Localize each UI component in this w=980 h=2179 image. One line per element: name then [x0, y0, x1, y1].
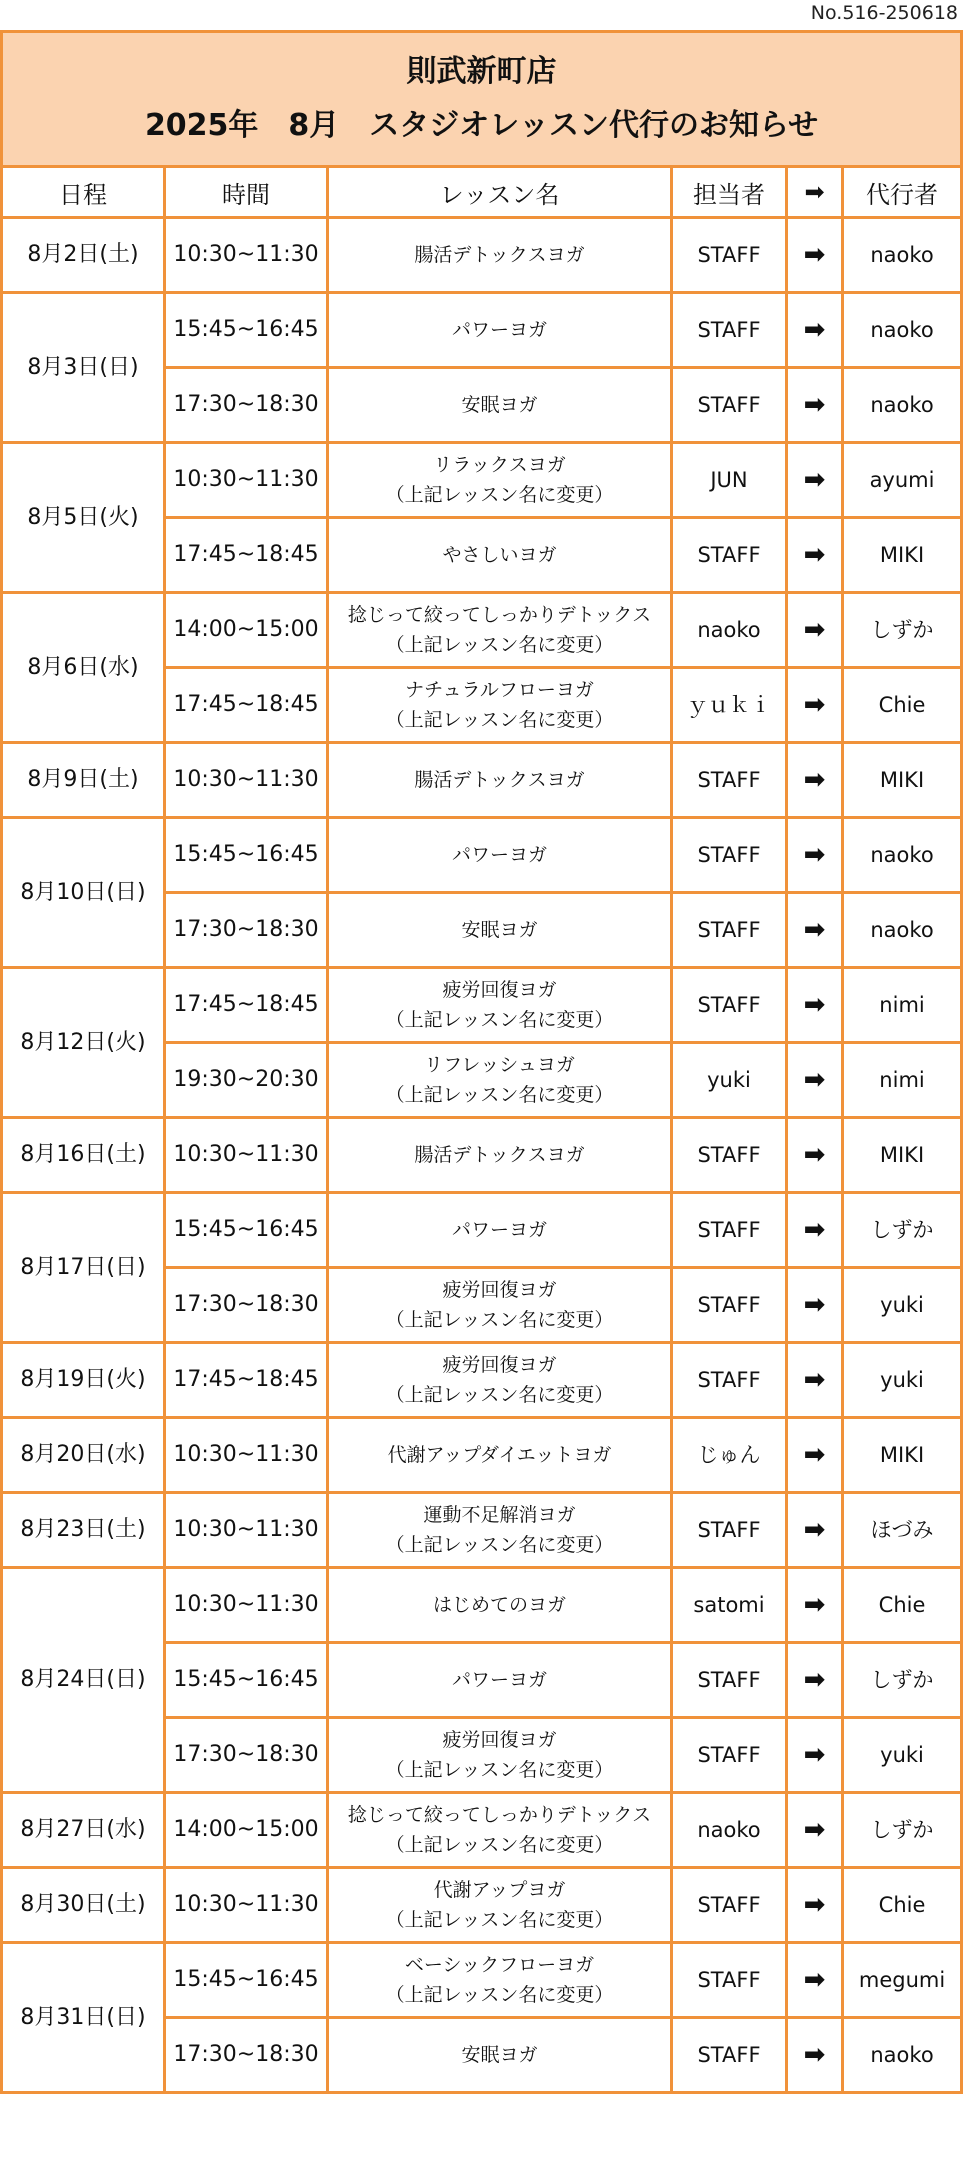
lesson-name: 腸活デトックスヨガ [414, 1144, 585, 1166]
table-row [2, 743, 962, 818]
instructor-cell: STAFF [672, 2018, 787, 2093]
header-row [2, 167, 962, 218]
substitute-cell: nimi [843, 1043, 962, 1118]
substitute-cell: naoko [843, 218, 962, 293]
time-cell: 15:45~16:45 [165, 293, 328, 368]
title-banner [2, 32, 962, 167]
right-arrow-icon: ➡ [803, 990, 826, 1020]
lesson-cell [328, 1493, 672, 1568]
right-arrow-icon: ➡ [803, 1065, 826, 1095]
instructor-cell: yuki [672, 1043, 787, 1118]
lesson-cell [328, 218, 672, 293]
lesson-cell [328, 743, 672, 818]
arrow-cell [787, 593, 843, 668]
substitute-cell: Chie [843, 668, 962, 743]
time-cell: 17:45~18:45 [165, 668, 328, 743]
right-arrow-icon: ➡ [803, 1965, 826, 1995]
time-cell: 10:30~11:30 [165, 1568, 328, 1643]
lesson-name: 腸活デトックスヨガ [414, 769, 585, 791]
lesson-name: 代謝アップダイエットヨガ [387, 1444, 612, 1466]
lesson-cell [328, 668, 672, 743]
date-cell: 8月16日(土) [2, 1118, 165, 1193]
substitute-cell: しずか [843, 1643, 962, 1718]
time-cell: 17:45~18:45 [165, 1343, 328, 1418]
arrow-cell [787, 1493, 843, 1568]
schedule-table [0, 30, 963, 2094]
instructor-cell: ｙｕｋｉ [672, 668, 787, 743]
substitute-cell: naoko [843, 893, 962, 968]
lesson-name: 疲労回復ヨガ [442, 1729, 557, 1751]
table-row [2, 968, 962, 1043]
date-cell: 8月20日(水) [2, 1418, 165, 1493]
lesson-cell [328, 1193, 672, 1268]
substitute-cell: ほづみ [843, 1493, 962, 1568]
time-cell: 15:45~16:45 [165, 1943, 328, 2018]
notice-title: 2025年 8月 スタジオレッスン代行のお知らせ [144, 108, 819, 143]
right-arrow-icon: ➡ [803, 390, 826, 420]
substitute-cell: しずか [843, 593, 962, 668]
lesson-cell [328, 968, 672, 1043]
lesson-cell [328, 2018, 672, 2093]
right-arrow-icon: ➡ [803, 1740, 826, 1770]
substitute-cell: MIKI [843, 743, 962, 818]
instructor-cell: naoko [672, 593, 787, 668]
lesson-note: （上記レッスン名に変更） [385, 1309, 614, 1331]
table-row [2, 1343, 962, 1418]
lesson-name: やさしいヨガ [442, 544, 557, 566]
time-cell: 10:30~11:30 [165, 218, 328, 293]
time-cell: 19:30~20:30 [165, 1043, 328, 1118]
instructor-cell: STAFF [672, 368, 787, 443]
header-date: 日程 [2, 167, 165, 218]
lesson-note: （上記レッスン名に変更） [385, 1384, 614, 1406]
lesson-note: （上記レッスン名に変更） [385, 709, 614, 731]
substitute-cell: nimi [843, 968, 962, 1043]
instructor-cell: satomi [672, 1568, 787, 1643]
instructor-cell: STAFF [672, 743, 787, 818]
lesson-name: パワーヨガ [451, 319, 547, 341]
instructor-cell: STAFF [672, 1193, 787, 1268]
lesson-cell [328, 893, 672, 968]
table-row [2, 293, 962, 368]
arrow-cell [787, 368, 843, 443]
date-cell: 8月2日(土) [2, 218, 165, 293]
date-cell: 8月19日(火) [2, 1343, 165, 1418]
lesson-note: （上記レッスン名に変更） [385, 1084, 614, 1106]
arrow-cell [787, 1793, 843, 1868]
lesson-name: ナチュラルフローヨガ [405, 679, 594, 701]
header-arrow-icon: ➡ [787, 167, 843, 218]
lesson-cell [328, 1568, 672, 1643]
instructor-cell: STAFF [672, 518, 787, 593]
substitute-cell: Chie [843, 1568, 962, 1643]
table-row [2, 1418, 962, 1493]
instructor-cell: STAFF [672, 293, 787, 368]
date-cell: 8月30日(土) [2, 1868, 165, 1943]
instructor-cell: STAFF [672, 1868, 787, 1943]
lesson-note: （上記レッスン名に変更） [385, 634, 614, 656]
table-row [2, 593, 962, 668]
arrow-cell [787, 1643, 843, 1718]
lesson-cell [328, 1718, 672, 1793]
date-cell: 8月27日(水) [2, 1793, 165, 1868]
lesson-cell [328, 1268, 672, 1343]
arrow-cell [787, 1943, 843, 2018]
arrow-cell [787, 668, 843, 743]
time-cell: 17:45~18:45 [165, 518, 328, 593]
arrow-cell [787, 1193, 843, 1268]
right-arrow-icon: ➡ [803, 1365, 826, 1395]
right-arrow-icon: ➡ [803, 615, 826, 645]
table-row [2, 1943, 962, 2018]
lesson-name: 疲労回復ヨガ [442, 1354, 557, 1376]
table-row [2, 1868, 962, 1943]
lesson-cell [328, 368, 672, 443]
header-lesson: レッスン名 [328, 167, 672, 218]
arrow-cell [787, 968, 843, 1043]
lesson-name: 捻じって絞ってしっかりデトックス [347, 604, 652, 626]
date-cell: 8月17日(日) [2, 1193, 165, 1343]
right-arrow-icon: ➡ [803, 840, 826, 870]
table-row [2, 1118, 962, 1193]
table-row [2, 818, 962, 893]
time-cell: 14:00~15:00 [165, 1793, 328, 1868]
document-number: No.516-250618 [810, 2, 958, 24]
lesson-name: リラックスヨガ [433, 454, 566, 476]
substitute-cell: しずか [843, 1793, 962, 1868]
lesson-cell [328, 1868, 672, 1943]
lesson-name: パワーヨガ [451, 844, 547, 866]
time-cell: 10:30~11:30 [165, 443, 328, 518]
substitute-cell: megumi [843, 1943, 962, 2018]
lesson-name: パワーヨガ [451, 1669, 547, 1691]
lesson-cell [328, 1643, 672, 1718]
lesson-name: パワーヨガ [451, 1219, 547, 1241]
arrow-cell [787, 293, 843, 368]
schedule-sheet [0, 30, 960, 2094]
lesson-name: リフレッシュヨガ [424, 1054, 575, 1076]
lesson-cell [328, 1418, 672, 1493]
time-cell: 17:30~18:30 [165, 1268, 328, 1343]
lesson-cell [328, 1043, 672, 1118]
instructor-cell: STAFF [672, 1718, 787, 1793]
arrow-cell [787, 1118, 843, 1193]
arrow-cell [787, 1868, 843, 1943]
substitute-cell: MIKI [843, 1118, 962, 1193]
time-cell: 10:30~11:30 [165, 1118, 328, 1193]
arrow-cell [787, 1268, 843, 1343]
lesson-name: 代謝アップヨガ [433, 1879, 566, 1901]
lesson-note: （上記レッスン名に変更） [385, 1909, 614, 1931]
lesson-note: （上記レッスン名に変更） [385, 484, 614, 506]
right-arrow-icon: ➡ [803, 765, 826, 795]
lesson-note: （上記レッスン名に変更） [385, 1534, 614, 1556]
right-arrow-icon: ➡ [803, 1515, 826, 1545]
lesson-note: （上記レッスン名に変更） [385, 1984, 614, 2006]
instructor-cell: STAFF [672, 1343, 787, 1418]
lesson-name: 安眠ヨガ [461, 919, 538, 941]
substitute-cell: yuki [843, 1718, 962, 1793]
right-arrow-icon: ➡ [803, 1140, 826, 1170]
right-arrow-icon: ➡ [803, 1665, 826, 1695]
date-cell: 8月12日(火) [2, 968, 165, 1118]
right-arrow-icon: ➡ [803, 315, 826, 345]
date-cell: 8月23日(土) [2, 1493, 165, 1568]
lesson-name: 捻じって絞ってしっかりデトックス [347, 1804, 652, 1826]
time-cell: 17:30~18:30 [165, 1718, 328, 1793]
right-arrow-icon: ➡ [803, 465, 826, 495]
time-cell: 14:00~15:00 [165, 593, 328, 668]
right-arrow-icon: ➡ [803, 1590, 826, 1620]
header-substitute: 代行者 [843, 167, 962, 218]
instructor-cell: STAFF [672, 968, 787, 1043]
lesson-name: 腸活デトックスヨガ [414, 244, 585, 266]
arrow-cell [787, 743, 843, 818]
arrow-cell [787, 218, 843, 293]
lesson-name: 疲労回復ヨガ [442, 979, 557, 1001]
date-cell: 8月9日(土) [2, 743, 165, 818]
arrow-cell [787, 893, 843, 968]
right-arrow-icon: ➡ [803, 1890, 826, 1920]
header-time: 時間 [165, 167, 328, 218]
substitute-cell: naoko [843, 368, 962, 443]
right-arrow-icon: ➡ [803, 690, 826, 720]
substitute-cell: naoko [843, 293, 962, 368]
arrow-cell [787, 518, 843, 593]
date-cell: 8月6日(水) [2, 593, 165, 743]
instructor-cell: じゅん [672, 1418, 787, 1493]
substitute-cell: yuki [843, 1268, 962, 1343]
instructor-cell: STAFF [672, 893, 787, 968]
arrow-cell [787, 2018, 843, 2093]
lesson-name: 安眠ヨガ [461, 2044, 538, 2066]
header-instructor: 担当者 [672, 167, 787, 218]
instructor-cell: STAFF [672, 1268, 787, 1343]
time-cell: 10:30~11:30 [165, 1418, 328, 1493]
instructor-cell: STAFF [672, 1493, 787, 1568]
lesson-cell [328, 443, 672, 518]
substitute-cell: naoko [843, 2018, 962, 2093]
arrow-cell [787, 1718, 843, 1793]
lesson-cell [328, 593, 672, 668]
substitute-cell: Chie [843, 1868, 962, 1943]
time-cell: 10:30~11:30 [165, 1493, 328, 1568]
arrow-cell [787, 443, 843, 518]
lesson-name: 安眠ヨガ [461, 394, 538, 416]
substitute-cell: naoko [843, 818, 962, 893]
instructor-cell: STAFF [672, 1118, 787, 1193]
time-cell: 15:45~16:45 [165, 1193, 328, 1268]
time-cell: 17:30~18:30 [165, 2018, 328, 2093]
time-cell: 15:45~16:45 [165, 818, 328, 893]
arrow-cell [787, 1568, 843, 1643]
right-arrow-icon: ➡ [803, 1215, 826, 1245]
instructor-cell: STAFF [672, 1643, 787, 1718]
lesson-note: （上記レッスン名に変更） [385, 1759, 614, 1781]
time-cell: 15:45~16:45 [165, 1643, 328, 1718]
substitute-cell: MIKI [843, 518, 962, 593]
arrow-cell [787, 818, 843, 893]
right-arrow-icon: ➡ [803, 915, 826, 945]
instructor-cell: JUN [672, 443, 787, 518]
date-cell: 8月10日(日) [2, 818, 165, 968]
date-cell: 8月24日(日) [2, 1568, 165, 1793]
time-cell: 10:30~11:30 [165, 1868, 328, 1943]
lesson-cell [328, 818, 672, 893]
lesson-note: （上記レッスン名に変更） [385, 1009, 614, 1031]
table-row [2, 218, 962, 293]
lesson-cell [328, 1118, 672, 1193]
table-row [2, 443, 962, 518]
arrow-cell [787, 1043, 843, 1118]
lesson-note: （上記レッスン名に変更） [385, 1834, 614, 1856]
substitute-cell: ayumi [843, 443, 962, 518]
lesson-cell [328, 293, 672, 368]
instructor-cell: STAFF [672, 818, 787, 893]
substitute-cell: yuki [843, 1343, 962, 1418]
lesson-name: ベーシックフローヨガ [404, 1954, 595, 1976]
right-arrow-icon: ➡ [803, 2040, 826, 2070]
time-cell: 10:30~11:30 [165, 743, 328, 818]
date-cell: 8月3日(日) [2, 293, 165, 443]
lesson-cell [328, 518, 672, 593]
instructor-cell: STAFF [672, 1943, 787, 2018]
right-arrow-icon: ➡ [803, 1815, 826, 1845]
right-arrow-icon: ➡ [803, 1290, 826, 1320]
right-arrow-icon: ➡ [803, 540, 826, 570]
time-cell: 17:30~18:30 [165, 893, 328, 968]
table-row [2, 1493, 962, 1568]
table-row [2, 1568, 962, 1643]
right-arrow-icon: ➡ [803, 1440, 826, 1470]
arrow-cell [787, 1418, 843, 1493]
right-arrow-icon: ➡ [803, 240, 826, 270]
date-cell: 8月31日(日) [2, 1943, 165, 2093]
lesson-name: はじめてのヨガ [432, 1594, 566, 1616]
time-cell: 17:45~18:45 [165, 968, 328, 1043]
lesson-name: 運動不足解消ヨガ [423, 1504, 576, 1526]
lesson-cell [328, 1943, 672, 2018]
store-name: 則武新町店 [406, 54, 557, 89]
lesson-cell [328, 1343, 672, 1418]
instructor-cell: STAFF [672, 218, 787, 293]
lesson-name: 疲労回復ヨガ [442, 1279, 557, 1301]
substitute-cell: MIKI [843, 1418, 962, 1493]
date-cell: 8月5日(火) [2, 443, 165, 593]
substitute-cell: しずか [843, 1193, 962, 1268]
instructor-cell: naoko [672, 1793, 787, 1868]
table-row [2, 1793, 962, 1868]
table-row [2, 1193, 962, 1268]
time-cell: 17:30~18:30 [165, 368, 328, 443]
arrow-cell [787, 1343, 843, 1418]
lesson-cell [328, 1793, 672, 1868]
